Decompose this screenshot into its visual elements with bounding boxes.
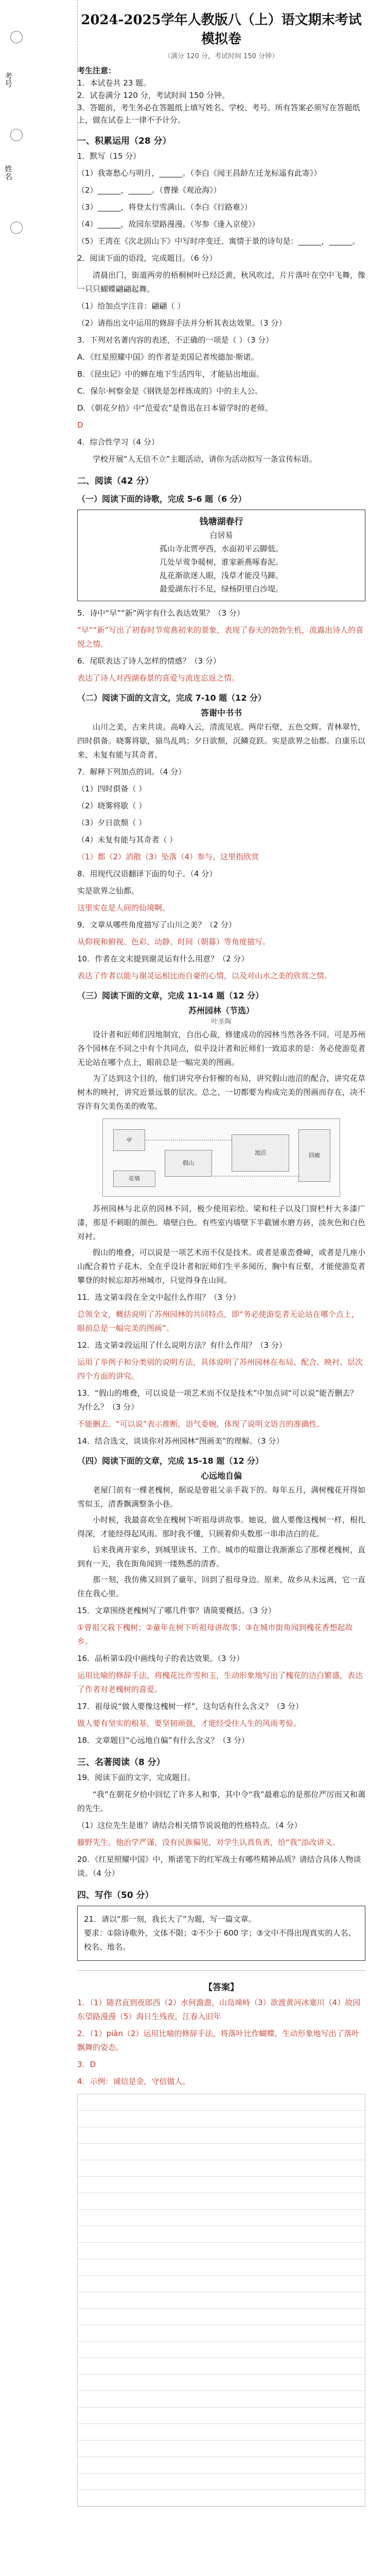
question: 1．默写（15 分） <box>77 151 141 161</box>
figure-label: 亭 <box>113 1129 145 1151</box>
question-item: （3）______，将登太行雪满山。（李白《行路难》） <box>77 202 252 212</box>
requirements: 要求：①除诗歌外，文体不限；②不少于 600 字；③文中不得出现真实的人名、校名、地名。 <box>84 1928 356 1952</box>
question: 18．文章题目“心远地自偏”有什么含义？（3 分） <box>77 1736 249 1745</box>
binding-hole <box>10 31 23 43</box>
passage-author: 叶圣陶 <box>211 1018 232 1026</box>
answer-text: 表达了诗人对西湖春景的喜爱与流连忘返之情。 <box>77 673 240 683</box>
answer-text: 做人要有坚实的根基，要坚韧顽强，才能经受住人生的风雨考验。 <box>77 1719 302 1728</box>
question-item: （1）这位先生是谁？请结合相关情节说说他的性格特点。（4 分） <box>77 1821 302 1830</box>
question-item: （1）给加点字注音：翩翩（ ） <box>77 301 185 311</box>
answer-text: 运用比喻的修辞手法，将槐花比作雪和玉，生动形象地写出了槐花的洁白繁盛，表达了作者对老槐树的喜爱。 <box>77 1671 363 1694</box>
poem-line: 最爱湖东行不足，绿杨阴里白沙堤。 <box>159 584 283 594</box>
question-item: （1）我寄愁心与明月，______。（李白《闻王昌龄左迁龙标遥有此寄》） <box>77 168 322 178</box>
passage-text: 设计者和匠师们因地制宜，自出心裁，修建成功的园林当然各各不同。可是苏州各个园林在不同之中有个共同点，似乎设计者和匠师们一致追求的是：务必使游览者无论站在哪个点上，眼前总是一幅完美的图画。 <box>77 1030 365 1067</box>
answer-text: ①曾祖父栽下槐树；②童年在树下听祖母讲故事；③在城市街角闻到槐花香想起故乡。 <box>77 1623 353 1646</box>
passage-text: “我”在朝花夕拾中回忆了许多人和事，其中令“我”最难忘的是那位严厉而又和蔼的先生。 <box>77 1790 365 1813</box>
sub-section-title: （四）阅读下面的文章，完成 15-18 题（12 分） <box>77 1456 264 1466</box>
answer-text: 不能删去。“可以说”表示推断，语气委婉，体现了说明文语言的准确性。 <box>77 1419 325 1429</box>
option: A．《红星照耀中国》的作者是美国记者埃德加·斯诺。 <box>77 352 259 362</box>
question: 6．尾联表达了诗人怎样的情感？（3 分） <box>77 656 221 666</box>
page-title: 2024-2025学年人教版八（上）语文期末考试模拟卷 <box>81 12 362 47</box>
passage-title: 心远地自偏 <box>200 1471 242 1481</box>
option: B．《昆虫记》中的蝉在地下生活四年，才能钻出地面。 <box>77 369 264 379</box>
notice-head: 考生注意： <box>77 66 116 75</box>
page-subtitle: （满分 120 分，考试时间 150 分钟） <box>164 53 279 60</box>
question: 17．祖母说“做人要像这槐树一样”，这句话有什么含义？（3 分） <box>77 1702 303 1711</box>
notice-block <box>77 64 365 126</box>
option: D．《朝花夕拾》中“范爱农”是鲁迅在日本留学时的老师。 <box>77 403 273 413</box>
question: 2．阅读下面的语段，完成题目。（6 分） <box>77 253 217 263</box>
question: 20．《红星照耀中国》中，斯诺笔下的红军战士有哪些精神品质？请结合具体人物谈谈。（4 分） <box>77 1855 361 1878</box>
question-item: （2）______，______。（曹操《观沧海》） <box>77 185 221 195</box>
binding-hole <box>10 129 23 141</box>
figure-label: 池沼 <box>232 1134 289 1172</box>
answer-text: 从仰视和俯视、色彩、动静、时间（朝暮）等角度描写。 <box>77 937 271 946</box>
answer-text: 3．D <box>77 2060 96 2069</box>
poem-line: 乱花渐欲迷人眼，浅草才能没马蹄。 <box>159 571 283 580</box>
exam-content <box>77 0 365 2507</box>
passage-text: 学校开展“人无信不立”主题活动，请你为活动拟写一条宣传标语。 <box>93 454 317 464</box>
binding-strip <box>0 0 78 289</box>
question: 7．解释下列加点的词。（4 分） <box>77 767 186 776</box>
binding-label: 姓名 <box>4 165 13 180</box>
passage-title: 苏州园林（节选） <box>188 1006 254 1015</box>
passage-text: 苏州园林与北京的园林不同，极少使用彩绘。梁和柱子以及门窗栏杆大多漆广漆，那是不刺眼的颜色。墙壁白色。有些室内墙壁下半截铺水磨方砖，淡灰色和白色对衬。 <box>77 1204 365 1241</box>
answer-text: 总领全文，概括说明了苏州园林的共同特点，即“务必使游览者无论站在哪个点上，眼前总是一幅完美的图画”。 <box>77 1310 359 1333</box>
poem-title: 钱塘湖春行 <box>199 517 243 527</box>
answers-title: 【答案】 <box>204 1982 239 1993</box>
figure-path <box>144 1140 232 1141</box>
answer-text: 2．（1）piān（2）运用比喻的修辞手法，将落叶比作蝴蝶，生动形象地写出了落叶飘舞的姿态。 <box>77 2029 360 2052</box>
sub-section-title: （二）阅读下面的文言文，完成 7-10 题（12 分） <box>77 693 267 703</box>
figure-path <box>211 1176 298 1177</box>
poem-box <box>77 510 365 601</box>
notice-item: 3．答题前，考生务必在答题纸上填写姓名、学校、考号。所有答案必须写在答题纸上，做在试卷上一律不予计分。 <box>77 103 360 125</box>
section-title: 二、阅读（42 分） <box>77 476 154 486</box>
question-item: （2）请指出文中运用的修辞手法并分析其表达效果。（3 分） <box>77 318 287 328</box>
notice-item: 1．本试卷共 23 题。 <box>77 78 151 88</box>
figure-label: 假山 <box>165 1150 212 1177</box>
question-item: （4）______，故园东望路漫漫。（岑参《逢入京使》） <box>77 219 260 229</box>
question: 8．用现代汉语翻译下面的句子。（4 分） <box>77 869 217 878</box>
notice-item: 2．试卷满分 120 分，考试时间 150 分钟。 <box>77 91 230 100</box>
question: 5．诗中“早”“新”两字有什么表达效果？（3 分） <box>77 608 244 618</box>
passage-text: 为了达到这个目的，他们讲究亭台轩榭的布局，讲究假山池沼的配合，讲究花草树木的映衬，讲究近景远景的层次。总之，一切都要为构成完美的图画而存在，决不容许有欠美伤美的败笔。 <box>77 1074 365 1111</box>
passage-text: 老屋门前有一棵老槐树，据说是曾祖父亲手栽下的。每年五月，满树槐花开得如雪似玉，清香飘满整条小巷。 <box>77 1485 365 1509</box>
writing-prompt <box>77 1906 365 1961</box>
question-item: 实是欲界之仙都。 <box>77 886 139 895</box>
answer-text: D <box>77 420 83 430</box>
question: 12．选文第②段运用了什么说明方法？有什么作用？（3 分） <box>77 1341 287 1350</box>
answer-text: 表达了作者以能与谢灵运相比而自豪的心情，以及对山水之美的欣赏之情。 <box>77 971 332 980</box>
question: 4．综合性学习（4 分） <box>77 437 159 447</box>
binding-hole <box>10 222 23 234</box>
poem-line: 孤山寺北贾亭西，水面初平云脚低。 <box>159 544 283 553</box>
passage-title: 答谢中书书 <box>200 708 242 718</box>
question: 14．结合选文，谈谈你对苏州园林“图画美”的理解。（3 分） <box>77 1436 284 1446</box>
passage-text: 那一刻，我仿佛又回到了童年，回到了祖母身边。原来，故乡从未远离，它一直住在我心里。 <box>77 1575 365 1598</box>
passage-text: 山川之美，古来共谈。高峰入云，清流见底。两岸石壁，五色交辉。青林翠竹，四时俱备。晓雾将歇，猿鸟乱鸣；夕日欲颓，沉鳞竞跃。实是欲界之仙都。自康乐以来，未复有能与其奇者。 <box>77 722 365 759</box>
question: 13．“假山的堆叠，可以说是一项艺术而不仅是技术”中加点词“可以说”能否删去？为什么？（3 分） <box>77 1388 358 1412</box>
question-item: （3）夕日欲颓（ ） <box>77 818 147 827</box>
figure-label: 回廊 <box>298 1129 330 1182</box>
answer-text: 这里实在是人间的仙境啊。 <box>77 903 170 912</box>
passage-text: 清晨出门，街道两旁的梧桐树叶已经泛黄，秋风吹过，片片落叶在空中飞舞，像一只只蝴蝶翩翩起舞。 <box>77 270 365 294</box>
section-title: 四、写作（50 分） <box>77 1890 154 1901</box>
answer-text: 藤野先生。他治学严谨，没有民族偏见，对学生认真负责，给“我”添改讲义。 <box>77 1838 340 1847</box>
question-item: （4）未复有能与其奇者（ ） <box>77 835 178 844</box>
question: 9．文章从哪些角度描写了山川之美？（2 分） <box>77 920 236 929</box>
question: 19．阅读下面的文字，完成题目。 <box>77 1773 196 1782</box>
answer-text: （1）都（2）消散（3）坠落（4）参与，这里指欣赏 <box>77 852 259 861</box>
passage-text: 假山的堆叠，可以说是一项艺术而不仅是技术。或者是重峦叠嶂，或者是几座小山配合着竹子花木，全在乎设计者和匠师们生平多阅历，胸中有丘壑，才能使游览者攀登的时候忘却苏州城市，只觉得身在山间。 <box>77 1248 365 1285</box>
answer-text: 1．（1）随君直到夜郎西（2）水何澹澹，山岛竦峙（3）欲渡黄河冰塞川（4）故园东望路漫漫（5）海日生残夜，江春入旧年 <box>77 1998 361 2021</box>
answer-text: “早”“新”写出了初春时节莺燕初来的景象，表现了春天的勃勃生机，流露出诗人的喜悦之情。 <box>77 625 364 649</box>
question: 10．作者在文末提到谢灵运有什么用意？（2 分） <box>77 954 249 963</box>
question-item: （1）四时俱备（ ） <box>77 784 147 793</box>
writing-grid <box>77 2094 365 2507</box>
question: 3．下列对名著内容的表述，不正确的一项是（ ）（3 分） <box>77 335 274 345</box>
garden-figure <box>102 1118 340 1197</box>
question: 15．文章围绕老槐树写了哪几件事？请简要概括。（3 分） <box>77 1606 276 1615</box>
sub-section-title: （一）阅读下面的诗歌，完成 5-6 题（6 分） <box>77 494 246 504</box>
answer-text: 运用了举例子和分类别的说明方法，具体说明了苏州园林在布局、配合、映衬、层次四个方面的讲究。 <box>77 1358 363 1381</box>
binding-label: 考号 <box>4 72 13 88</box>
section-title: 三、名著阅读（8 分） <box>77 1757 165 1768</box>
sub-section-title: （三）阅读下面的文章，完成 11-14 题（12 分） <box>77 991 264 1001</box>
passage-text: 后来我离开家乡，到城里读书、工作。城市的喧嚣让我渐渐忘了那棵老槐树，直到有一天，我在街角闻到一缕熟悉的清香。 <box>77 1545 365 1568</box>
poem-author: 白居易 <box>209 531 233 540</box>
question-item: （5）王湾在《次北固山下》中写时序变迁、寓情于景的诗句是：______，______。 <box>77 236 360 246</box>
option: C．保尔·柯察金是《钢铁是怎样炼成的》中的主人公。 <box>77 386 263 396</box>
question: 11．选文第①段在全文中起什么作用？（3 分） <box>77 1293 240 1302</box>
question-item: （2）晓雾将歇（ ） <box>77 801 147 810</box>
answer-text: 4．示例：诚信是金，守信做人。 <box>77 2077 190 2086</box>
poem-line: 几处早莺争暖树，谁家新燕啄春泥。 <box>159 557 283 567</box>
passage-text: 小时候，我最喜欢坐在槐树下听祖母讲故事。她说，做人要像这槐树一样，根扎得深，才能经得起风雨。那时我不懂，只顾着仰头数那一串串洁白的花。 <box>77 1515 365 1538</box>
question: 16．品析第①段中画线句子的表达效果。（3 分） <box>77 1654 244 1663</box>
divider <box>77 1970 365 1971</box>
question: 21．请以“那一刻，我长大了”为题，写一篇文章。 <box>84 1914 256 1924</box>
figure-label: 花墙 <box>113 1171 155 1187</box>
section-title: 一、积累运用（28 分） <box>77 136 171 146</box>
